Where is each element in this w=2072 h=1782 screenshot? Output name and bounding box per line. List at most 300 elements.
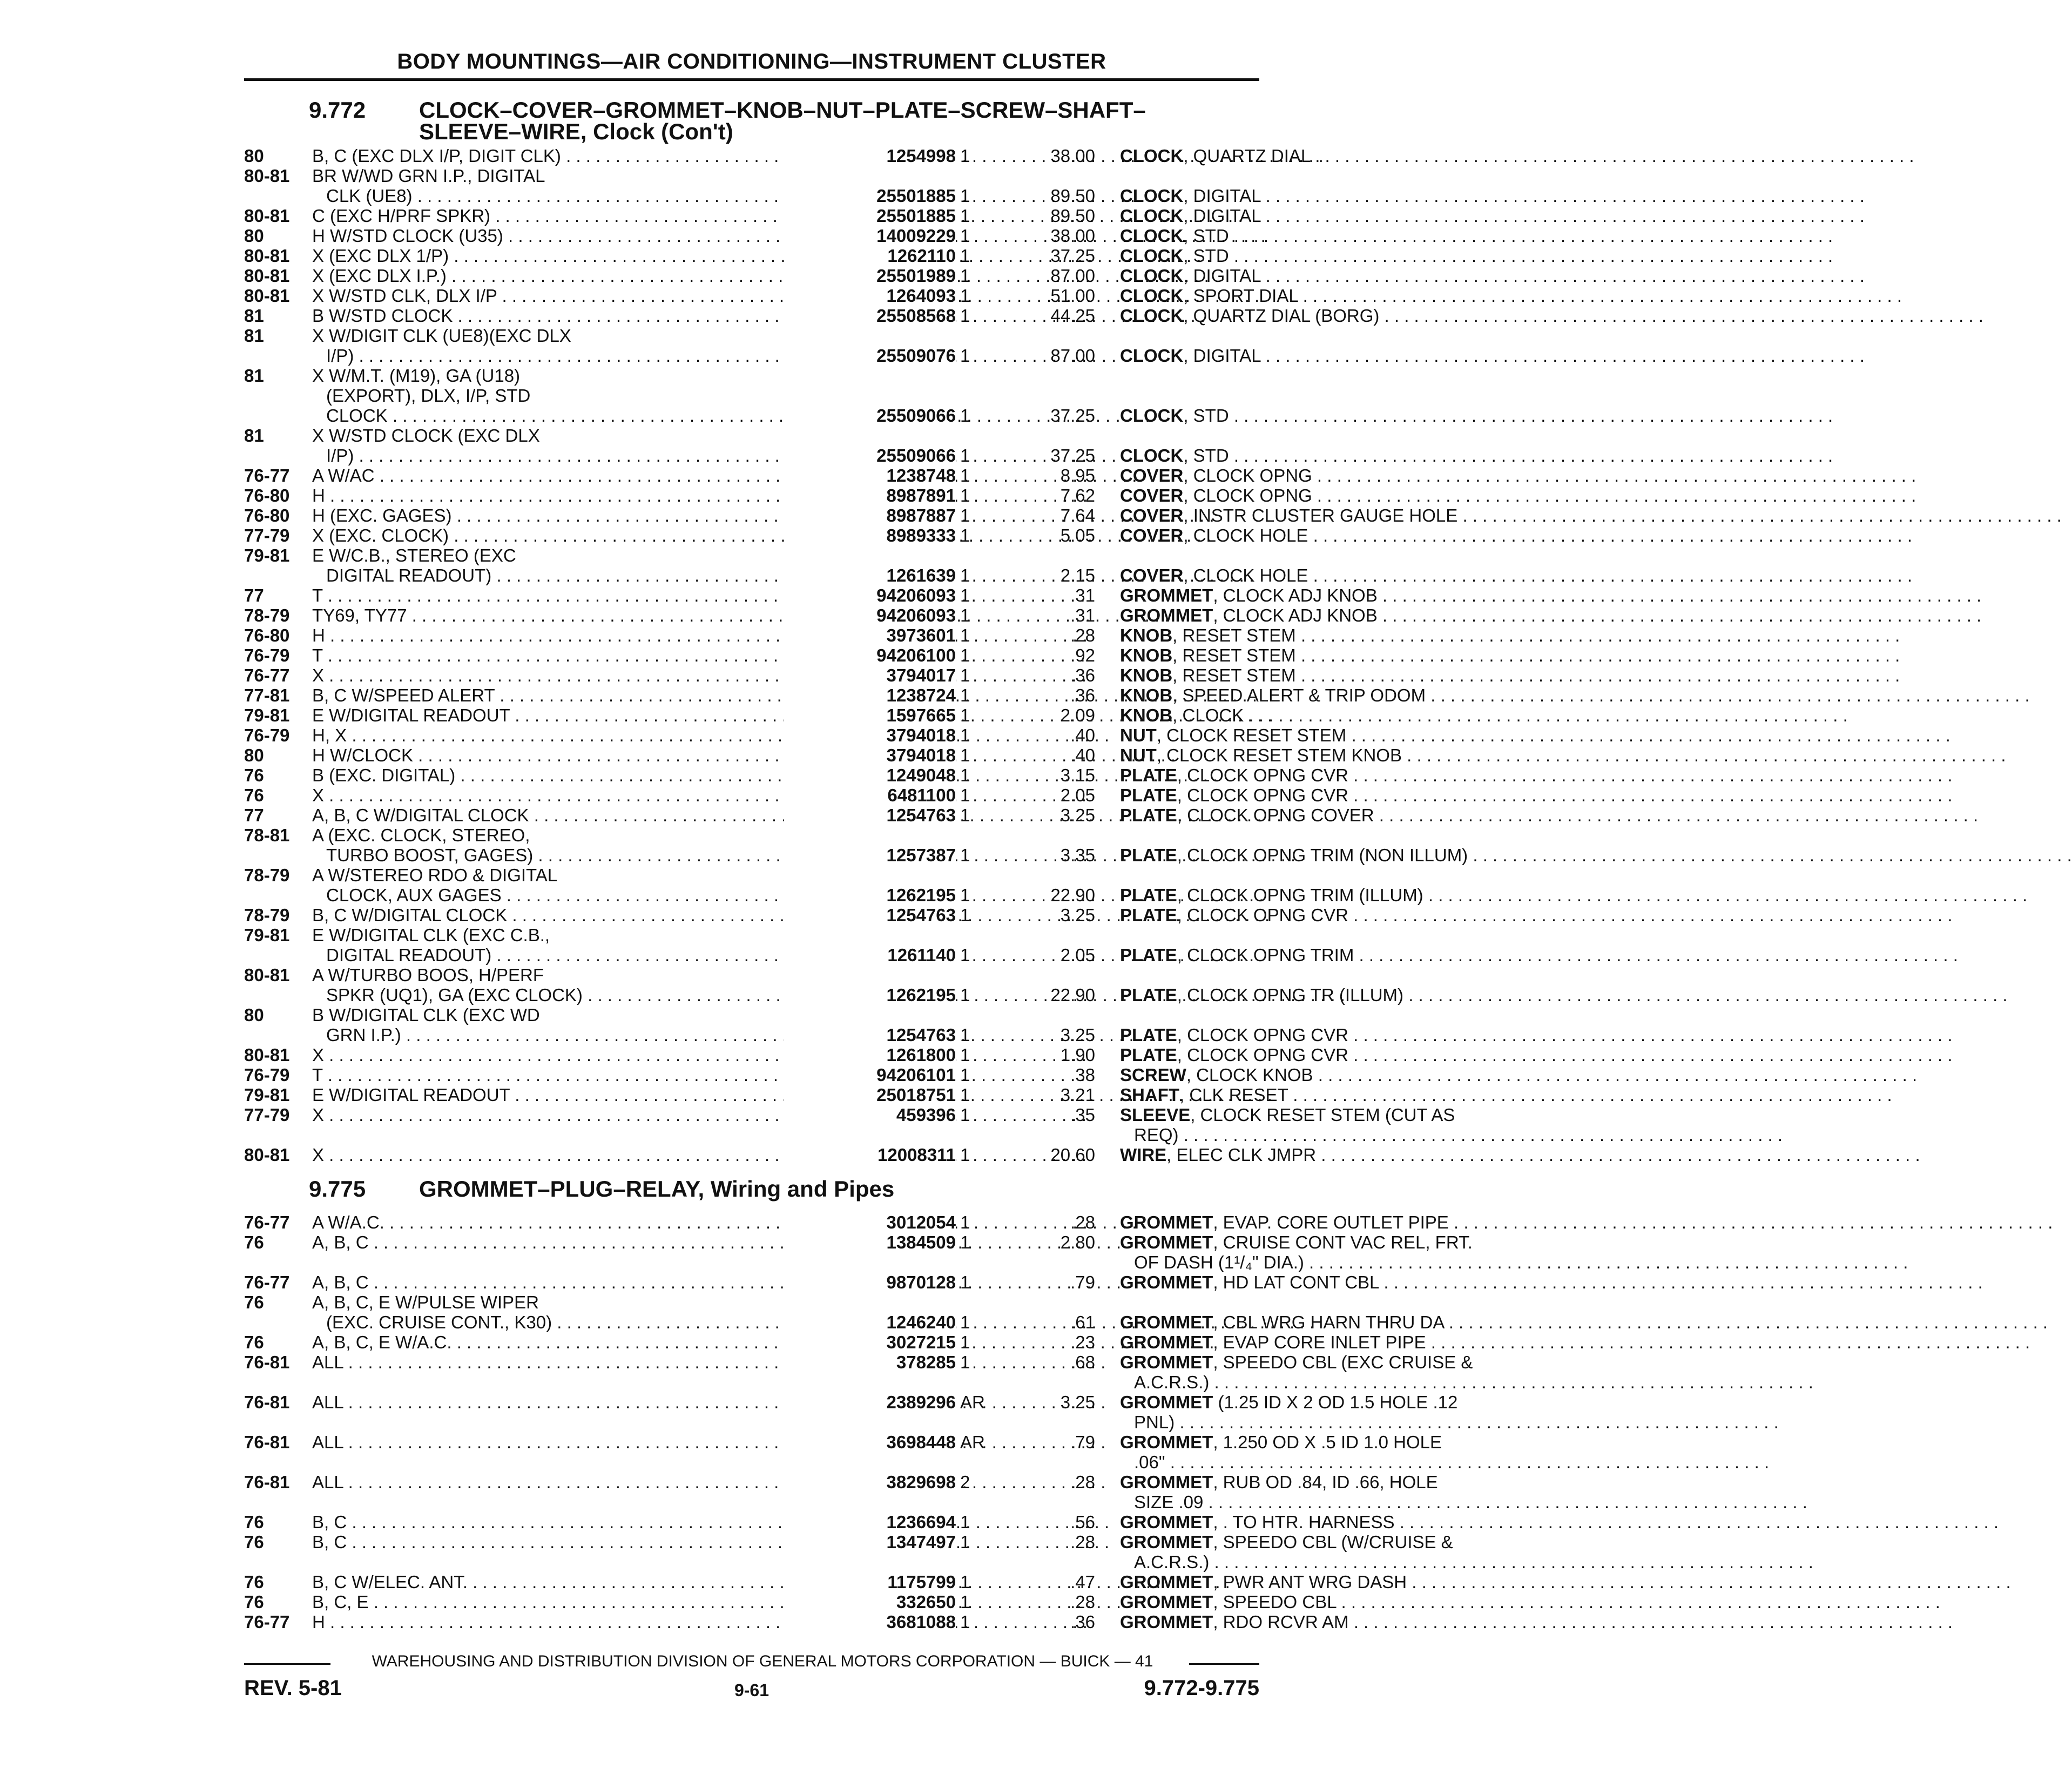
part-name-line <box>1120 525 1503 545</box>
part-name-text: , CLK RESET <box>1179 1085 1288 1105</box>
model-year: 80-81 <box>244 206 290 226</box>
part-number: 25501885 <box>784 186 956 206</box>
description-line: B, C W/SPEED ALERT . . . <box>312 685 846 705</box>
part-name-line <box>1120 1025 1503 1045</box>
part-name-text: , CLOCK ADJ KNOB <box>1213 585 1378 605</box>
part-name-line <box>1120 1492 1503 1512</box>
quantity: 1 <box>960 665 970 685</box>
table-row <box>244 765 1348 785</box>
part-number: 378285 <box>784 1352 956 1372</box>
part-name <box>1120 1392 1503 1432</box>
part-name-line <box>1120 845 1503 865</box>
model-year: 76-81 <box>244 1352 290 1372</box>
description-line: A, B, C . . . <box>312 1232 846 1252</box>
part-name-line <box>1120 765 1503 785</box>
part-name-text: , DIGITAL <box>1183 206 1261 226</box>
part-name-keyword: SHAFT <box>1120 1085 1179 1105</box>
part-name <box>1120 1085 1503 1105</box>
part-name-line <box>1120 485 1503 505</box>
part-name <box>1120 985 1503 1005</box>
quantity: 1 <box>960 845 970 865</box>
part-name-keyword: CLOCK <box>1120 286 1184 306</box>
model-year: 76-81 <box>244 1392 290 1412</box>
description-line: T . . . <box>312 1065 846 1085</box>
part-name <box>1120 885 1503 905</box>
part-name-line <box>1120 1312 1503 1332</box>
application-description <box>312 1065 846 1085</box>
part-name-line <box>1120 1232 1503 1252</box>
part-name-keyword: GROMMET <box>1120 1592 1213 1612</box>
part-name-text: (1.25 ID X 2 OD 1.5 HOLE .12 <box>1213 1392 1458 1412</box>
part-name-text: , STD <box>1183 406 1229 426</box>
quantity: 1 <box>960 306 970 326</box>
application-description <box>312 226 846 246</box>
table-row <box>244 306 1380 326</box>
description-line: CLOCK, AUX GAGES . . . <box>312 885 846 905</box>
description-line: X . . . <box>312 785 846 805</box>
part-number: 1384509 <box>784 1232 956 1252</box>
part-name-line <box>1120 1592 1503 1612</box>
price: 3.15 <box>1060 765 1095 785</box>
part-number: 25508568 <box>784 306 956 326</box>
table-row <box>244 645 1296 665</box>
description-line: A, B, C . . . <box>312 1272 846 1292</box>
application-description <box>312 1572 846 1592</box>
price: .28 <box>1070 1212 1095 1232</box>
part-name-text: , CLOCK OPNG CVR <box>1177 1025 1348 1045</box>
section-number: 9.772 <box>309 97 366 123</box>
quantity: AR <box>960 1392 985 1412</box>
price: .36 <box>1070 665 1095 685</box>
part-number: 94206093 <box>784 585 956 605</box>
application-description <box>312 246 846 266</box>
part-name-text: , RDO RCVR AM <box>1213 1612 1349 1632</box>
table-row <box>244 465 1312 485</box>
parts-table <box>244 146 1468 1165</box>
price: 7.62 <box>1060 485 1095 505</box>
part-name <box>1120 1352 1503 1392</box>
section-title <box>419 99 1146 143</box>
part-number: 8989333 <box>784 525 956 545</box>
application-description <box>312 1145 846 1165</box>
quantity: 1 <box>960 266 970 286</box>
part-number: 1257387 <box>784 845 956 865</box>
description-line: B, C W/ELEC. ANT. . . . <box>312 1572 846 1592</box>
quantity: 1 <box>960 1352 970 1372</box>
part-name-line <box>1120 1572 1503 1592</box>
part-name-line <box>1120 1065 1503 1085</box>
quantity: 1 <box>960 1532 970 1552</box>
table-row <box>244 326 1259 366</box>
table-row <box>244 1572 1407 1592</box>
model-year: 76 <box>244 1292 264 1312</box>
application-description <box>312 1105 846 1125</box>
table-row <box>244 625 1296 645</box>
part-name-text: .06" <box>1134 1452 1165 1472</box>
part-name-line <box>1120 246 1503 266</box>
table-row <box>244 1232 1473 1272</box>
description-line: X . . . <box>312 1145 846 1165</box>
table-row <box>244 146 1311 166</box>
model-year: 76 <box>244 785 264 805</box>
price: 8.95 <box>1060 465 1095 485</box>
part-name-text: , ELEC CLK JMPR <box>1166 1145 1317 1165</box>
table-row <box>244 1292 1444 1332</box>
part-name <box>1120 286 1503 306</box>
model-year: 80-81 <box>244 166 290 186</box>
part-name <box>1120 945 1503 965</box>
application-description <box>312 645 846 665</box>
part-number: 3012054 <box>784 1212 956 1232</box>
description-line: B, C (EXC DLX I/P, DIGIT CLK) . . . <box>312 146 846 166</box>
price: .23 <box>1070 1332 1095 1352</box>
description-line: B W/STD CLOCK . . . <box>312 306 846 326</box>
footer-division: WAREHOUSING AND DISTRIBUTION DIVISION OF GENERAL MOTORS CORPORATION — BUICK — 41 <box>372 1652 1153 1670</box>
application-description <box>312 266 846 286</box>
table-row <box>244 226 1259 246</box>
part-name-keyword: CLOCK <box>1120 226 1184 246</box>
part-name <box>1120 1065 1503 1085</box>
part-name-keyword: PLATE <box>1120 885 1177 905</box>
quantity: 1 <box>960 725 970 745</box>
application-description <box>312 745 846 765</box>
quantity: 1 <box>960 565 970 585</box>
part-name-text: , CLOCK RESET STEM (CUT AS <box>1190 1105 1455 1125</box>
model-year: 80-81 <box>244 1045 290 1065</box>
part-name-keyword: COVER <box>1120 505 1184 525</box>
table-row <box>244 805 1374 825</box>
part-name-text: , . TO HTR. HARNESS <box>1213 1512 1395 1532</box>
price: .79 <box>1070 1272 1095 1292</box>
model-year: 79-81 <box>244 705 290 725</box>
part-name <box>1120 485 1503 505</box>
part-name <box>1120 1272 1503 1292</box>
model-year: 76 <box>244 1512 264 1532</box>
quantity: 2 <box>960 1472 970 1492</box>
part-number: 3698448 <box>784 1432 956 1452</box>
description-line: B, C, E . . . <box>312 1592 846 1612</box>
model-year: 76-79 <box>244 1065 290 1085</box>
model-year: 76-81 <box>244 1472 290 1492</box>
page-header <box>244 50 1259 81</box>
model-year: 76 <box>244 1232 264 1252</box>
application-description <box>312 545 846 585</box>
part-name-line <box>1120 1612 1503 1632</box>
part-name-text: , SPEEDO CBL (EXC CRUISE & <box>1213 1352 1473 1372</box>
part-name <box>1120 685 1503 705</box>
table-row <box>244 785 1348 805</box>
part-name-text: , CLOCK <box>1172 705 1244 725</box>
part-name-line <box>1120 146 1503 166</box>
part-name-keyword: KNOB <box>1120 645 1173 665</box>
table-row <box>244 1005 1348 1045</box>
description-line: E W/DIGITAL CLK (EXC C.B., <box>312 925 550 945</box>
price: 2.15 <box>1060 565 1095 585</box>
part-name-keyword: SLEEVE <box>1120 1105 1191 1125</box>
model-year: 76-79 <box>244 645 290 665</box>
price: 3.25 <box>1060 905 1095 925</box>
part-name-line <box>1120 186 1503 206</box>
part-name-keyword: GROMMET <box>1120 1532 1213 1552</box>
part-name-keyword: KNOB <box>1120 665 1173 685</box>
part-name <box>1120 446 1503 465</box>
part-number: 3794017 <box>784 665 956 685</box>
part-name-text: , CLOCK OPNG TRIM (NON ILLUM) <box>1177 845 1468 865</box>
application-description <box>312 1045 846 1065</box>
part-number: 2389296 <box>784 1392 956 1412</box>
part-name-line <box>1120 665 1503 685</box>
parts-table <box>244 1212 1473 1632</box>
section-number: 9.775 <box>309 1176 366 1202</box>
model-year: 77 <box>244 585 264 605</box>
part-name-line <box>1120 1045 1503 1065</box>
part-name-line <box>1120 805 1503 825</box>
model-year: 77-79 <box>244 1105 290 1125</box>
part-name <box>1120 306 1503 326</box>
part-name-text: , RUB OD .84, ID .66, HOLE <box>1213 1472 1438 1492</box>
page-title: BODY MOUNTINGS—AIR CONDITIONING—INSTRUMENT CLUSTER <box>397 50 1106 73</box>
part-name <box>1120 905 1503 925</box>
part-name-line <box>1120 625 1503 645</box>
part-name <box>1120 246 1503 266</box>
part-name-line <box>1120 1352 1503 1372</box>
quantity: 1 <box>960 226 970 246</box>
part-name-text: , CLOCK OPNG TR (ILLUM) <box>1177 985 1404 1005</box>
price: .92 <box>1070 645 1095 665</box>
part-name-keyword: KNOB <box>1120 685 1173 705</box>
description-line: X (EXC DLX I.P.) . . . <box>312 266 846 286</box>
part-name-line <box>1120 785 1503 805</box>
part-name <box>1120 725 1503 745</box>
part-name-text: , PWR ANT WRG DASH <box>1213 1572 1407 1592</box>
price: 2.05 <box>1060 785 1095 805</box>
part-name-text: , CLOCK KNOB <box>1186 1065 1313 1085</box>
part-name-text: PNL) <box>1134 1412 1175 1432</box>
price: .56 <box>1070 1512 1095 1532</box>
model-year: 76-80 <box>244 625 290 645</box>
price: 20.60 <box>1050 1145 1095 1165</box>
application-description <box>312 665 846 685</box>
table-row <box>244 505 1458 525</box>
table-row <box>244 825 1468 865</box>
part-name-keyword: PLATE <box>1120 845 1177 865</box>
model-year: 76-77 <box>244 665 290 685</box>
part-number: 1254763 <box>784 905 956 925</box>
part-number: 1347497 <box>784 1532 956 1552</box>
part-name <box>1120 785 1503 805</box>
part-name-keyword: GROMMET <box>1120 1512 1213 1532</box>
price: 3.25 <box>1060 1025 1095 1045</box>
description-line: A W/AC . . . <box>312 465 846 485</box>
model-year: 80-81 <box>244 286 290 306</box>
model-year: 76-77 <box>244 465 290 485</box>
part-name-text: , STD <box>1183 446 1229 465</box>
part-number: 94206100 <box>784 645 956 665</box>
quantity: 1 <box>960 585 970 605</box>
part-name-keyword: PLATE <box>1120 1025 1177 1045</box>
price: 38.00 <box>1050 146 1095 166</box>
price: 89.50 <box>1050 186 1095 206</box>
price: 3.35 <box>1060 845 1095 865</box>
price: 38.00 <box>1050 226 1095 246</box>
part-name-line <box>1120 885 1503 905</box>
price: 3.25 <box>1060 805 1095 825</box>
part-name-text: , QUARTZ DIAL <box>1183 146 1311 166</box>
part-number: 1238748 <box>784 465 956 485</box>
table-row <box>244 485 1312 505</box>
part-name <box>1120 1572 1503 1592</box>
part-name <box>1120 1592 1503 1612</box>
part-number: 1262195 <box>784 885 956 905</box>
part-name <box>1120 146 1503 166</box>
part-name-text: , SPEEDO CBL <box>1213 1592 1337 1612</box>
table-row <box>244 206 1259 226</box>
table-row <box>244 905 1348 925</box>
part-name-keyword: PLATE <box>1120 1045 1177 1065</box>
part-name-text: , CLOCK OPNG <box>1183 485 1312 505</box>
application-description <box>312 825 846 865</box>
model-year: 80-81 <box>244 266 290 286</box>
part-name <box>1120 1045 1503 1065</box>
part-name-line <box>1120 1252 1503 1272</box>
part-name-text: , CLOCK OPNG CVR <box>1177 765 1348 785</box>
part-name-text: , CLOCK RESET STEM KNOB <box>1156 745 1402 765</box>
description-line: TURBO BOOST, GAGES) . . . <box>312 845 846 865</box>
part-number: 8987891 <box>784 485 956 505</box>
price: 22.90 <box>1050 985 1095 1005</box>
part-name-text: , HD LAT CONT CBL <box>1213 1272 1379 1292</box>
price: 5.05 <box>1060 525 1095 545</box>
table-row <box>244 1352 1473 1392</box>
part-name-keyword: GROMMET <box>1120 1612 1213 1632</box>
application-description <box>312 965 846 1005</box>
table-row <box>244 965 1404 1005</box>
description-line: B W/DIGITAL CLK (EXC WD <box>312 1005 540 1025</box>
part-number: 332650 <box>784 1592 956 1612</box>
part-number: 14009229 <box>784 226 956 246</box>
description-line: DIGITAL READOUT) . . . <box>312 565 846 585</box>
description-line: X . . . <box>312 1105 846 1125</box>
description-line: A W/TURBO BOOS, H/PERF <box>312 965 544 985</box>
model-year: 76 <box>244 765 264 785</box>
part-name-line <box>1120 605 1503 625</box>
application-description <box>312 605 846 625</box>
part-name <box>1120 505 1503 525</box>
application-description <box>312 725 846 745</box>
model-year: 76 <box>244 1592 264 1612</box>
model-year: 76 <box>244 1332 264 1352</box>
part-name-keyword: GROMMET <box>1120 1232 1213 1252</box>
quantity: 1 <box>960 1105 970 1125</box>
part-name-text: , CLOCK RESET STEM <box>1156 725 1347 745</box>
table-row <box>244 545 1308 585</box>
description-line: ALL . . . <box>312 1432 846 1452</box>
part-number: 25509066 <box>784 446 956 465</box>
part-name-line <box>1120 1105 1503 1125</box>
application-description <box>312 206 846 226</box>
quantity: 1 <box>960 1592 970 1612</box>
quantity: 1 <box>960 206 970 226</box>
model-year: 81 <box>244 306 264 326</box>
quantity: 1 <box>960 805 970 825</box>
description-line: H W/CLOCK . . . <box>312 745 846 765</box>
application-description <box>312 1432 846 1452</box>
model-year: 80-81 <box>244 1145 290 1165</box>
part-name <box>1120 465 1503 485</box>
part-name-text: , INSTR CLUSTER GAUGE HOLE <box>1183 505 1458 525</box>
table-row <box>244 685 1426 705</box>
model-year: 78-79 <box>244 865 290 885</box>
part-name-keyword: COVER <box>1120 465 1184 485</box>
model-year: 76-80 <box>244 505 290 525</box>
part-number: 6481100 <box>784 785 956 805</box>
quantity: 1 <box>960 985 970 1005</box>
part-number: 25509076 <box>784 346 956 366</box>
description-line: E W/C.B., STEREO (EXC <box>312 545 516 565</box>
price: .47 <box>1070 1572 1095 1592</box>
part-name-text: REQ) <box>1134 1125 1179 1145</box>
part-name-keyword: WIRE <box>1120 1145 1167 1165</box>
model-year: 81 <box>244 426 264 446</box>
part-name <box>1120 1212 1503 1232</box>
part-name-text: , CLOCK OPNG CVR <box>1177 785 1348 805</box>
table-row <box>244 1105 1455 1145</box>
application-description <box>312 705 846 725</box>
quantity: 1 <box>960 1232 970 1252</box>
application-description <box>312 1352 846 1372</box>
application-description <box>312 306 846 326</box>
description-line: X (EXC DLX 1/P) . . . <box>312 246 846 266</box>
section-title <box>419 1178 894 1200</box>
part-number: 1262110 <box>784 246 956 266</box>
part-name-keyword: CLOCK <box>1120 206 1184 226</box>
application-description <box>312 465 846 485</box>
part-name-text: A.C.R.S.) <box>1134 1552 1210 1572</box>
page-footer <box>244 1652 1259 1703</box>
part-name-keyword: GROMMET <box>1120 1572 1213 1592</box>
part-name-text: , CLOCK OPNG COVER <box>1177 805 1374 825</box>
part-number: 25509066 <box>784 406 956 426</box>
quantity: 1 <box>960 645 970 665</box>
table-row <box>244 1212 1449 1232</box>
revision-label: REV. 5-81 <box>244 1676 342 1700</box>
table-row <box>244 1472 1438 1512</box>
price: .31 <box>1070 585 1095 605</box>
part-name-line <box>1120 465 1503 485</box>
quantity: 1 <box>960 785 970 805</box>
description-line: B (EXC. DIGITAL) . . . <box>312 765 846 785</box>
table-row <box>244 1145 1317 1165</box>
quantity: 1 <box>960 1312 970 1332</box>
price: 51.00 <box>1050 286 1095 306</box>
table-row <box>244 525 1308 545</box>
table-row <box>244 266 1259 286</box>
part-name-line <box>1120 905 1503 925</box>
part-number: 1254763 <box>784 1025 956 1045</box>
part-name-keyword: PLATE <box>1120 785 1177 805</box>
description-line: X W/STD CLK, DLX I/P . . . <box>312 286 846 306</box>
application-description <box>312 525 846 545</box>
part-name-keyword: PLATE <box>1120 985 1177 1005</box>
part-name-line <box>1120 1145 1503 1165</box>
quantity: 1 <box>960 1512 970 1532</box>
description-line: A (EXC. CLOCK, STEREO, <box>312 825 530 845</box>
part-name-line <box>1120 1552 1503 1572</box>
part-name <box>1120 226 1503 246</box>
part-name <box>1120 765 1503 785</box>
description-line: A, B, C, E W/A.C. . . . <box>312 1332 846 1352</box>
part-name-keyword: COVER <box>1120 485 1184 505</box>
